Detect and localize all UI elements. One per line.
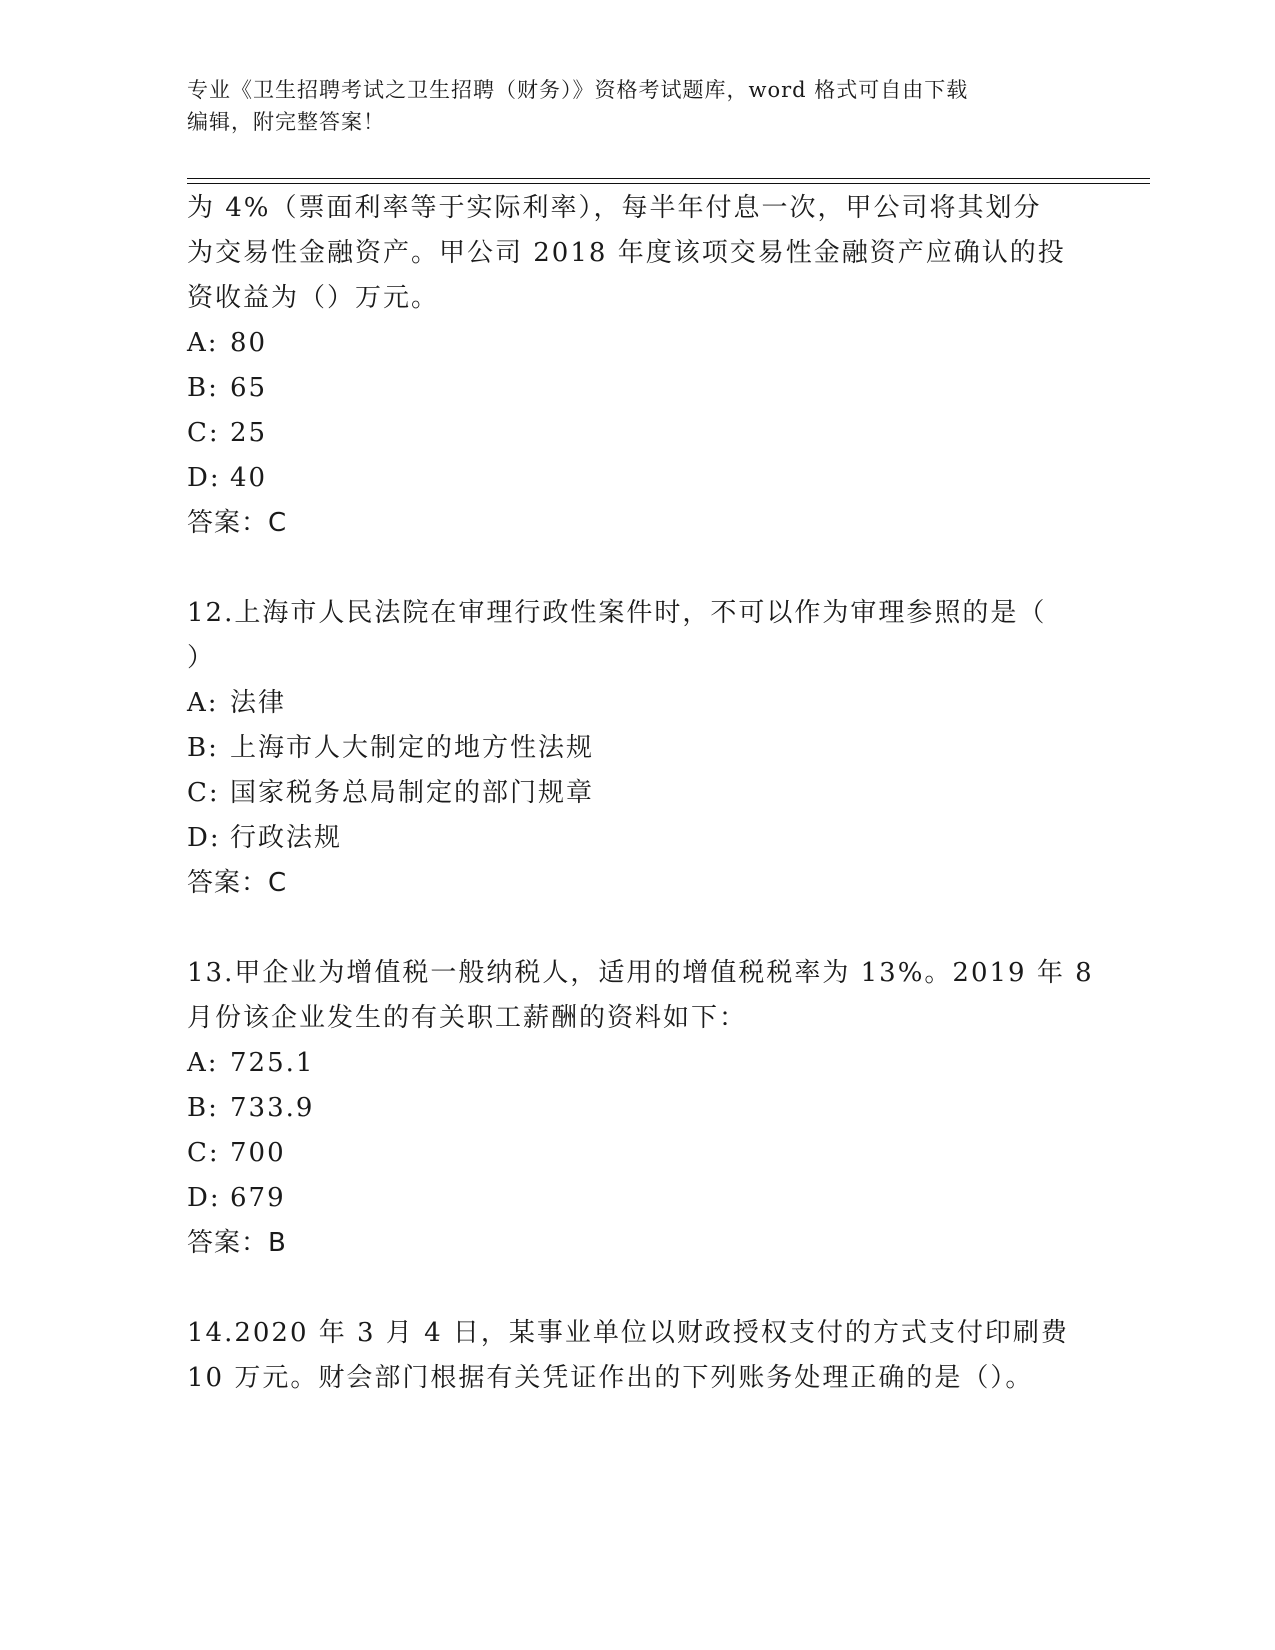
option-label: A: — [187, 328, 219, 358]
option-text: 80 — [230, 328, 268, 358]
option-text: 国家税务总局制定的部门规章 — [230, 778, 595, 808]
header-line-1: 专业《卫生招聘考试之卫生招聘（财务）》资格考试题库，word 格式可自由下载 — [187, 78, 969, 102]
option-b — [187, 733, 594, 763]
option-label: B: — [187, 373, 219, 403]
option-a — [187, 1048, 314, 1078]
option-b — [187, 1093, 314, 1123]
option-c — [187, 418, 267, 448]
option-d — [187, 463, 267, 493]
option-d — [187, 1183, 286, 1213]
option-label: C: — [187, 1138, 220, 1168]
question-text-line: ） — [187, 643, 216, 673]
option-text: 40 — [230, 463, 268, 493]
option-text: 上海市人大制定的地方性法规 — [230, 733, 595, 763]
option-label: B: — [187, 1093, 219, 1123]
question-text-line: 12.上海市人民法院在审理行政性案件时，不可以作为审理参照的是（ — [187, 598, 1047, 628]
option-c — [187, 1138, 286, 1168]
question-text-line: 资收益为（）万元。 — [187, 283, 440, 313]
option-a — [187, 688, 286, 718]
answer-line: 答案：B — [187, 1228, 287, 1258]
option-c — [187, 778, 594, 808]
document-header — [187, 74, 1067, 138]
question-text-line: 月份该企业发生的有关职工薪酬的资料如下： — [187, 1003, 748, 1033]
option-label: C: — [187, 778, 220, 808]
option-text: 法律 — [230, 688, 287, 718]
option-text: 行政法规 — [230, 823, 343, 853]
option-label: C: — [187, 418, 220, 448]
option-b — [187, 373, 267, 403]
question-text-line: 10 万元。财会部门根据有关凭证作出的下列账务处理正确的是（）。 — [187, 1363, 1034, 1393]
header-line-2: 编辑，附完整答案！ — [187, 110, 385, 134]
answer-line: 答案：C — [187, 868, 288, 898]
option-text: 725.1 — [230, 1048, 315, 1078]
question-text-line: 为交易性金融资产。甲公司 2018 年度该项交易性金融资产应确认的投 — [187, 238, 1066, 268]
option-label: D: — [187, 823, 221, 853]
option-a — [187, 328, 267, 358]
option-text: 65 — [230, 373, 268, 403]
header-divider-top — [187, 178, 1150, 179]
question-text-line: 14.2020 年 3 月 4 日，某事业单位以财政授权支付的方式支付印刷费 — [187, 1318, 1069, 1348]
question-text-line: 为 4%（票面利率等于实际利率），每半年付息一次，甲公司将其划分 — [187, 193, 1042, 223]
option-text: 25 — [230, 418, 268, 448]
option-label: D: — [187, 1183, 221, 1213]
option-label: A: — [187, 688, 219, 718]
header-divider-bottom — [187, 183, 1150, 184]
option-label: D: — [187, 463, 221, 493]
question-text-line: 13.甲企业为增值税一般纳税人，适用的增值税税率为 13%。2019 年 8 — [187, 958, 1094, 988]
option-label: A: — [187, 1048, 219, 1078]
option-text: 733.9 — [230, 1093, 315, 1123]
answer-line: 答案：C — [187, 508, 288, 538]
option-d — [187, 823, 342, 853]
option-text: 679 — [230, 1183, 286, 1213]
option-label: B: — [187, 733, 219, 763]
option-text: 700 — [230, 1138, 286, 1168]
